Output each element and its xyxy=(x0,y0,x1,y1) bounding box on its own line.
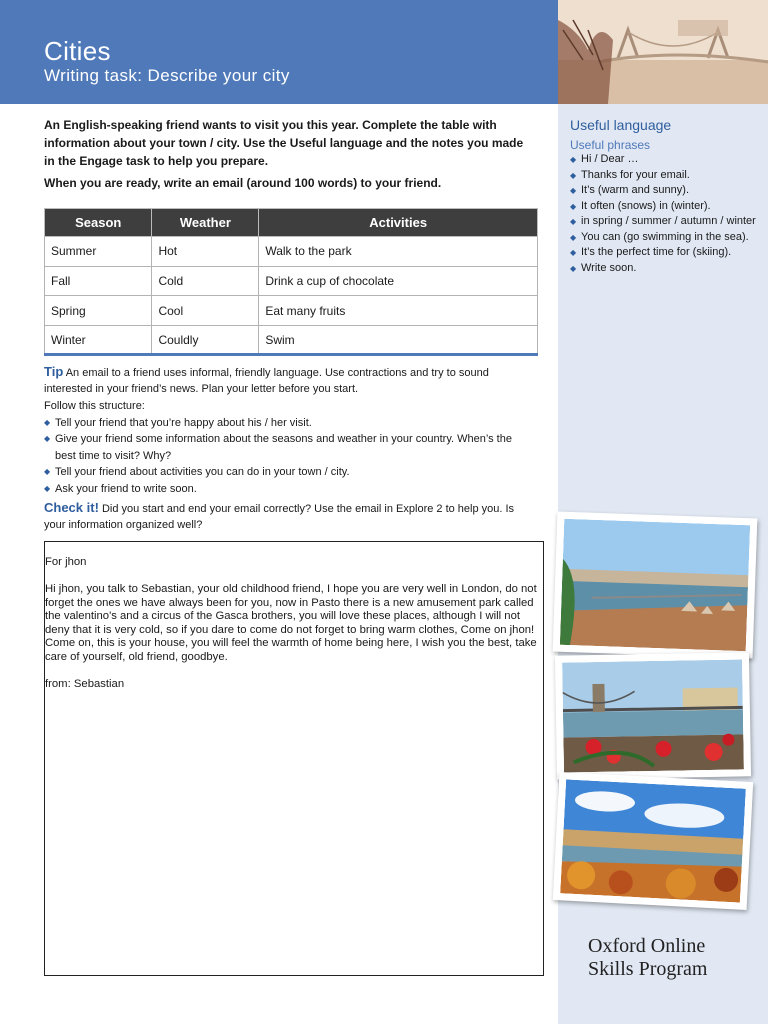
activity-cell[interactable]: Eat many fruits xyxy=(259,296,538,326)
phrase-item: ◆ Write soon. xyxy=(570,261,760,277)
table-row xyxy=(45,266,538,296)
bridge-winter-image xyxy=(558,0,768,104)
season-cell[interactable]: Spring xyxy=(45,296,152,326)
column-header-season: Season xyxy=(45,209,152,237)
city-photo-river xyxy=(553,512,758,659)
table-row xyxy=(45,326,538,356)
check-it-label: Check it! xyxy=(44,500,99,515)
check-it-text: Did you start and end your email correctly? Use the email in Explore 2 to help you. Is your information organized well? xyxy=(44,503,515,531)
structure-steps xyxy=(44,415,534,498)
phrase-item: ◆ It often (snows) in (winter). xyxy=(570,199,760,215)
structure-step: ◆ Tell your friend that you’re happy about his / her visit. xyxy=(44,415,534,432)
table-bottom-rule xyxy=(44,353,538,356)
activity-cell[interactable]: Swim xyxy=(259,326,538,356)
brand-line-2: Skills Program xyxy=(588,958,708,980)
table-row xyxy=(45,296,538,326)
weather-cell[interactable]: Cold xyxy=(152,266,259,296)
table-header-row xyxy=(45,209,538,237)
autumn-city-image xyxy=(560,779,746,902)
season-cell[interactable]: Fall xyxy=(45,266,152,296)
tip-label: Tip xyxy=(44,364,64,379)
brand-line-1: Oxford Online xyxy=(588,935,706,957)
phrase-item: ◆ Hi / Dear … xyxy=(570,152,760,168)
season-cell[interactable]: Summer xyxy=(45,237,152,267)
river-city-image xyxy=(560,519,750,651)
email-text-area[interactable] xyxy=(44,541,544,976)
structure-step: ◆ Tell your friend about activities you can do in your town / city. xyxy=(44,464,534,481)
column-header-activities: Activities xyxy=(259,209,538,237)
weather-cell[interactable]: Hot xyxy=(152,237,259,267)
activity-cell[interactable]: Walk to the park xyxy=(259,237,538,267)
email-greeting: For jhon xyxy=(45,556,87,568)
phrase-item: ◆ You can (go swimming in the sea). xyxy=(570,230,760,246)
weather-cell[interactable]: Couldly xyxy=(152,326,259,356)
task-instructions: An English-speaking friend wants to visit you this year. Complete the table with information about your town / city. Use the Useful language and the notes you made in the Engage task to help you prepare. xyxy=(44,118,524,168)
write-instruction: When you are ready, write an email (around 100 words) to your friend. xyxy=(44,176,442,190)
useful-phrases-list xyxy=(570,152,760,276)
useful-language-title: Useful language xyxy=(570,117,672,133)
phrase-item: ◆ Thanks for your email. xyxy=(570,168,760,184)
bridge-flowers-image xyxy=(562,659,744,772)
phrase-item: ◆ It’s the perfect time for (skiing). xyxy=(570,245,760,261)
season-cell[interactable]: Winter xyxy=(45,326,152,356)
page-subtitle: Writing task: Describe your city xyxy=(44,66,290,85)
tip-text: An email to a friend uses informal, friendly language. Use contractions and try to sound interested in your friend’s news. Plan your letter before you start. xyxy=(44,367,489,395)
column-header-weather: Weather xyxy=(152,209,259,237)
structure-section xyxy=(44,398,534,497)
table-row xyxy=(45,237,538,267)
header-banner xyxy=(0,0,558,104)
phrase-item: ◆ It’s (warm and sunny). xyxy=(570,183,760,199)
structure-step: ◆ Ask your friend to write soon. xyxy=(44,481,534,498)
email-body: Hi jhon, you talk to Sebastian, your old childhood friend, I hope you are very well in London, do not forget the ones we have always been for you, now in Pasto there is a new amusement park called the valentino's and a circus of the Gasca brothers, you will love these places, although I will not deny that it is very cold, so if you dare to come do not forget to bring warm clothes, Come on jhon! Come on, this is your house, you will feel the warmth of home being here, I wish you the best, take care of yourself, old friend, goodbye. xyxy=(45,583,537,663)
structure-intro: Follow this structure: xyxy=(44,400,145,412)
check-it-box xyxy=(44,500,534,533)
city-photo-autumn xyxy=(553,772,753,910)
tip-box xyxy=(44,364,534,397)
page-title: Cities xyxy=(44,36,111,66)
header-city-photo xyxy=(558,0,768,104)
phrase-item: ◆ in spring / summer / autumn / winter xyxy=(570,214,760,230)
season-table xyxy=(44,208,538,356)
email-signoff: from: Sebastian xyxy=(45,677,125,690)
city-photo-bridge xyxy=(555,652,751,779)
activity-cell[interactable]: Drink a cup of chocolate xyxy=(259,266,538,296)
oxford-logo xyxy=(588,935,707,981)
useful-phrases-subtitle: Useful phrases xyxy=(570,138,651,152)
weather-cell[interactable]: Cool xyxy=(152,296,259,326)
structure-step: ◆ Give your friend some information about the seasons and weather in your country. When’s the best time to visit? Why? xyxy=(44,431,534,464)
